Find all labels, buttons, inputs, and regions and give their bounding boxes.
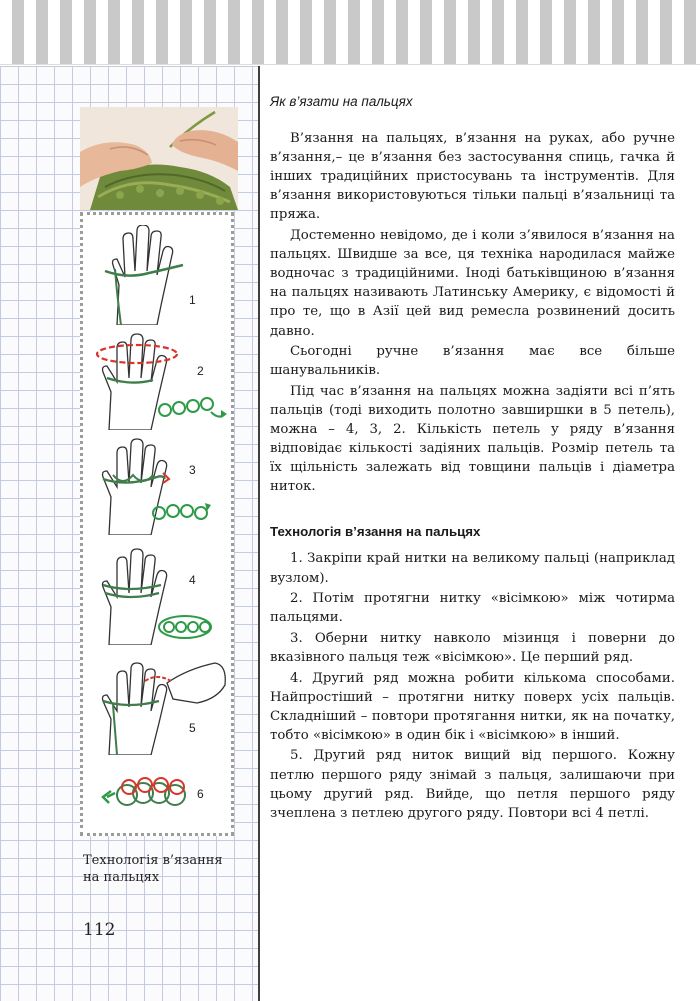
step-instruction: 4. Другий ряд можна робити кількома способами. Найпростіший – протягни нитку поверх усіх пальців. Складніший – повтори протягання нитки, як на початку, тобто «вісімкою» в один бік і «вісімкою» в інший.: [270, 670, 675, 743]
step-illustration-1: [87, 225, 229, 335]
knitting-photo: [80, 107, 238, 210]
paragraph: Під час в’язання на пальцях можна задіяти всі п’ять пальців (тоді виходить полотно завширшки в 5 петель), можна – 4, 3, 2. Кількість петель у ряду в’язання відповідає кількості задіяних пальців. Розмір петель та їх щільність залежать від товщини пальців і діаметра ниток.: [270, 383, 675, 495]
technology-title: Технологія в’язання на пальцях: [270, 524, 481, 540]
step-instruction: 3. Оберни нитку навколо мізинця і поверни до вказівного пальця теж «вісімкою». Це перший ряд.: [270, 630, 675, 665]
step-instruction: 5. Другий ряд ниток вищий від першого. Кожну петлю першого ряду знімай з пальця, залишаючи при цьому другий ряд. Вийде, що петля першого ряду зчеплена з петлею другого ряду. Повтори всі 4 петлі.: [270, 748, 675, 821]
step-illustration-2: [87, 330, 229, 440]
paragraph: Сьогодні ручне в’язання має все більше шанувальників.: [270, 344, 675, 379]
steps-illustration-frame: [80, 212, 234, 836]
paragraph: Достеменно невідомо, де і коли з’явилося в’язання на пальцях. Швидше за все, ця техніка народилася майже водночас з традиційними. Іноді батьківщиною в’язання на пальцях називають Латинську Америку, є відомості й про те, що в Азії цей вид ремесла розвинений досить давно.: [270, 228, 675, 339]
step-number-6: 6: [197, 787, 204, 801]
paragraph: В’язання на пальцях, в’язання на руках, або ручне в’язання,– це в’язання без застосування спиць, гачка й інших традиційних пристосувань та інструментів. Для в’язання використовуються тільки пальці в’язальниці та пряжа.: [270, 131, 675, 223]
step-number-3: 3: [189, 463, 196, 477]
article-title: Як в’язати на пальцях: [270, 94, 413, 109]
step-illustration-4: [87, 545, 229, 655]
step-instruction: 1. Закріпи край нитки на великому пальці (наприклад вузлом).: [270, 551, 675, 586]
step-number-2: 2: [197, 364, 204, 378]
step-illustration-5: [87, 655, 229, 765]
step-number-1: 1: [189, 293, 196, 307]
step-illustration-3: [87, 435, 229, 545]
article: [270, 92, 675, 824]
step-number-4: 4: [189, 573, 196, 587]
step-instruction: 2. Потім протягни нитку «вісімкою» між чотирма пальцями.: [270, 591, 675, 626]
step-number-5: 5: [189, 721, 196, 735]
figure-caption: Технологія в’язання на пальцях: [83, 853, 223, 885]
step-illustration-6: [87, 763, 229, 823]
header-stripes: [0, 0, 700, 65]
page-number: 112: [83, 920, 116, 940]
